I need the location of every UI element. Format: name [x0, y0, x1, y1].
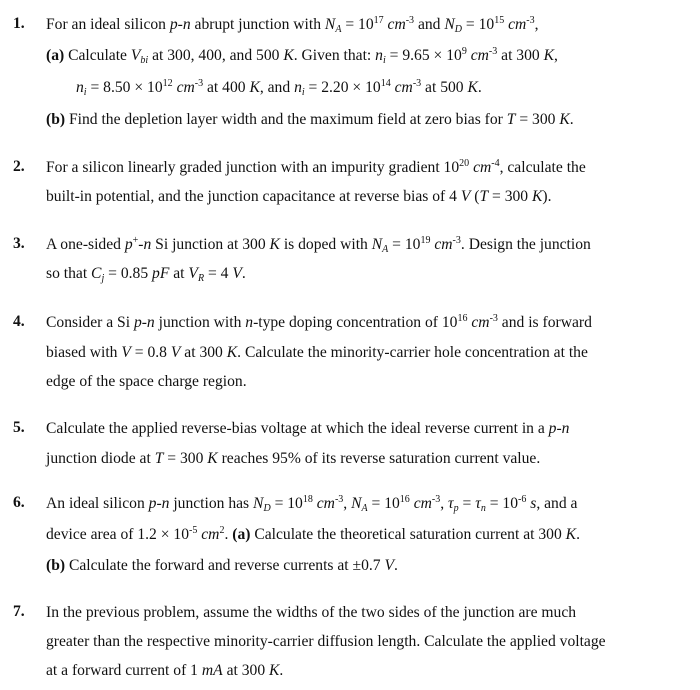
problem-2-line-1: For a silicon linearly graded junction with an impurity gradient $10^{20}$ $cm^{-4}$, calculate the [46, 158, 586, 176]
problem-1-line-4: (b) Find the depletion layer width and the maximum field at zero bias for T = 300 K. [46, 111, 574, 128]
problem-6-line-1: An ideal silicon p-n junction has $N_D = 10^{18}$ $cm^{-3}$, $N_A = 10^{16}$ $cm^{-3}$, $\tau_p = \tau_n = 10^{-6}$ s, and a [46, 494, 578, 514]
problem-2-number: 2. [13, 158, 25, 175]
problem-6-line-2: device area of $1.2 \times 10^{-5}$ $cm^2$. (a) Calculate the theoretical saturation current at 300 K. [46, 525, 580, 543]
problem-1-line-1: For an ideal silicon p-n abrupt junction with $N_A = 10^{17}$ $cm^{-3}$ and $N_D = 10^{15}$ $cm^{-3}$, [46, 15, 539, 35]
problem-3-line-2: so that $C_j = 0.85$ pF at $V_R = 4$ V. [46, 265, 246, 284]
problem-4-number: 4. [13, 313, 25, 330]
problem-7-number: 7. [13, 603, 25, 620]
problem-2-line-2: built-in potential, and the junction capacitance at reverse bias of 4 V (T = 300 K). [46, 188, 552, 205]
problem-5-number: 5. [13, 419, 25, 436]
problem-1-line-3: $n_i = 8.50 \times 10^{12}$ $cm^{-3}$ at 400 K, and $n_i = 2.20 \times 10^{14}$ $cm^{-3}$ at 500 K. [76, 78, 482, 98]
problem-6-number: 6. [13, 494, 25, 511]
problem-3-line-1: A one-sided p+-n Si junction at 300 K is doped with $N_A = 10^{19}$ $cm^{-3}$. Design the junction [46, 235, 591, 255]
problem-7-line-2: greater than the respective minority-carrier diffusion length. Calculate the applied voltage [46, 633, 606, 650]
problem-6-line-3: (b) Calculate the forward and reverse currents at ±0.7 V. [46, 557, 398, 574]
problem-7-line-3: at a forward current of 1 mA at 300 K. [46, 662, 284, 679]
problem-1-line-2: (a) Calculate $V_{bi}$ at 300, 400, and 500 K. Given that: $n_i = 9.65 \times 10^9$ $cm^{-3}$ at 300 K, [46, 46, 558, 66]
problem-1-number: 1. [13, 15, 25, 32]
problem-4-line-2: biased with V = 0.8 V at 300 K. Calculate the minority-carrier hole concentration at the [46, 344, 588, 361]
problem-7-line-1: In the previous problem, assume the widths of the two sides of the junction are much [46, 604, 577, 621]
problem-5-line-2: junction diode at T = 300 K reaches 95% of its reverse saturation current value. [46, 450, 541, 467]
problem-4-line-1: Consider a Si p-n junction with n-type doping concentration of $10^{16}$ $cm^{-3}$ and is forward [46, 313, 592, 331]
problem-4-line-3: edge of the space charge region. [46, 373, 247, 390]
problem-5-line-1: Calculate the applied reverse-bias voltage at which the ideal reverse current in a p-n [46, 420, 570, 437]
problem-3-number: 3. [13, 235, 25, 252]
